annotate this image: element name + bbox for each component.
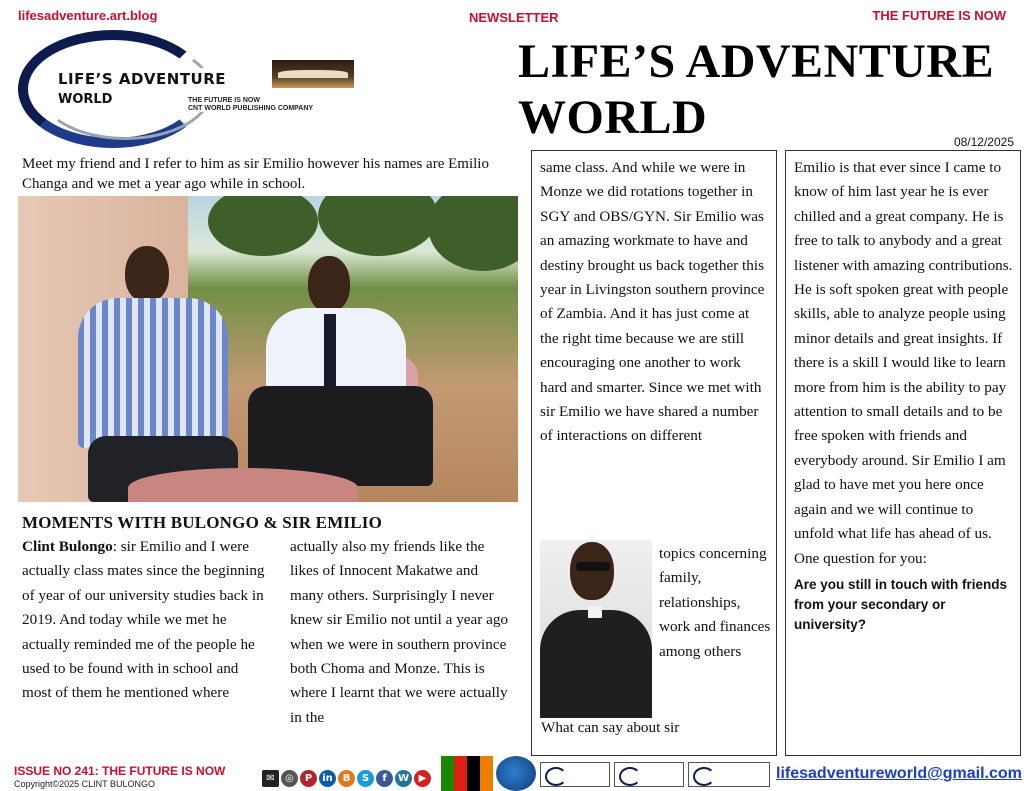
globe-seal-icon xyxy=(496,756,536,791)
wordpress-icon[interactable]: W xyxy=(395,770,412,787)
article-column-4: Emilio is that ever since I came to know of him last year he is ever chilled and a great company. He is free to talk to anybody and a great listener with amazing contributions. He is soft spoken great with people skills, able to analyze people using minor details and great insights. If there is a skill I would like to learn more from him is the ability to pay attention to small details and to be free spoken with friends and everybody around. Sir Emilio I am glad to have met you here once again and we will continue to unfold what life has ahead of us. One question for you: Are you still in touch with friends from your secondary or university? xyxy=(794,156,1016,635)
mail-icon[interactable]: ✉ xyxy=(262,770,279,787)
instagram-icon[interactable]: ◎ xyxy=(281,770,298,787)
flag-stripe xyxy=(480,756,493,791)
article-column-3-end: What can say about sir xyxy=(541,719,680,736)
badge-logo-2 xyxy=(614,762,684,787)
section-title: MOMENTS WITH BULONGO & SIR EMILIO xyxy=(22,513,383,532)
logo-subline1: THE FUTURE IS NOW xyxy=(188,97,260,104)
person-left xyxy=(78,246,228,502)
sunglasses-icon xyxy=(576,562,610,571)
zambia-flag-icon xyxy=(441,756,493,791)
masthead-title: LIFE’S ADVENTURE WORLD xyxy=(518,35,995,144)
article-column-3: same class. And while we were in Monze we did rotations together in SGY and OBS/GYN. Sir Emilio was an amazing workmate to have and destiny brought us back together this year in Livingston southern province of Zambia. And it has just come at the right time because we are still encouraging one another to work hard and smarter. Since we met with sir Emilio we have shared a number of interactions on different xyxy=(540,159,765,445)
badge-logo-1 xyxy=(540,762,610,787)
portrait-photo xyxy=(540,540,652,718)
badge-logo-3 xyxy=(688,762,770,787)
article-column-1: Clint Bulongo: sir Emilio and I were actually class mates since the beginning of year of our university studies back in 2019. And today while we met he actually reminded me of the people he used to be found with in school and most of them he mentioned where xyxy=(22,538,265,702)
flag-stripe xyxy=(467,756,480,791)
youtube-icon[interactable]: ▶ xyxy=(414,770,431,787)
logo-subline2: CNT WORLD PUBLISHING COMPANY xyxy=(188,105,314,112)
flag-stripe xyxy=(441,756,454,791)
logo-line2: WORLD xyxy=(58,92,113,107)
facebook-icon[interactable]: f xyxy=(376,770,393,787)
intro-paragraph: Meet my friend and I refer to him as sir Emilio however his names are Emilio Changa and we met a year ago while in school. xyxy=(22,156,489,192)
logo-line1: LIFE’S ADVENTURE xyxy=(58,70,227,88)
issue-date: 08/12/2025 xyxy=(953,135,1014,149)
article-column-3-wrap: topics concerning family, relationships, work and finances among others xyxy=(659,545,771,660)
closing-question: Are you still in touch with friends from your secondary or university? xyxy=(794,576,1008,632)
person-right xyxy=(258,256,418,502)
flag-stripe xyxy=(454,756,467,791)
issue-number: ISSUE NO 241: THE FUTURE IS NOW xyxy=(14,764,226,778)
linkedin-icon[interactable]: in xyxy=(319,770,336,787)
contact-email-link[interactable]: lifesadventureworld@gmail.com xyxy=(776,765,1022,782)
copyright: Copyright©2025 CLINT BULONGO xyxy=(14,779,156,789)
brand-logo xyxy=(18,30,358,150)
skype-icon[interactable]: S xyxy=(357,770,374,787)
article-column-2: actually also my friends like the likes of Innocent Makatwe and many others. Surprisingly I never knew sir Emilio not until a year ago when we were in southern province both Choma and Monze. This is where I learnt that we were actually in the xyxy=(290,538,509,726)
main-photo xyxy=(18,196,518,502)
social-icons xyxy=(262,770,431,787)
blogger-icon[interactable]: B xyxy=(338,770,355,787)
blog-url[interactable]: lifesadventure.art.blog xyxy=(18,8,158,23)
author-name: Clint Bulongo xyxy=(22,538,113,555)
book-icon xyxy=(272,60,354,88)
slogan: THE FUTURE IS NOW xyxy=(872,8,1006,23)
pinterest-icon[interactable]: P xyxy=(300,770,317,787)
newsletter-label: NEWSLETTER xyxy=(469,10,559,25)
